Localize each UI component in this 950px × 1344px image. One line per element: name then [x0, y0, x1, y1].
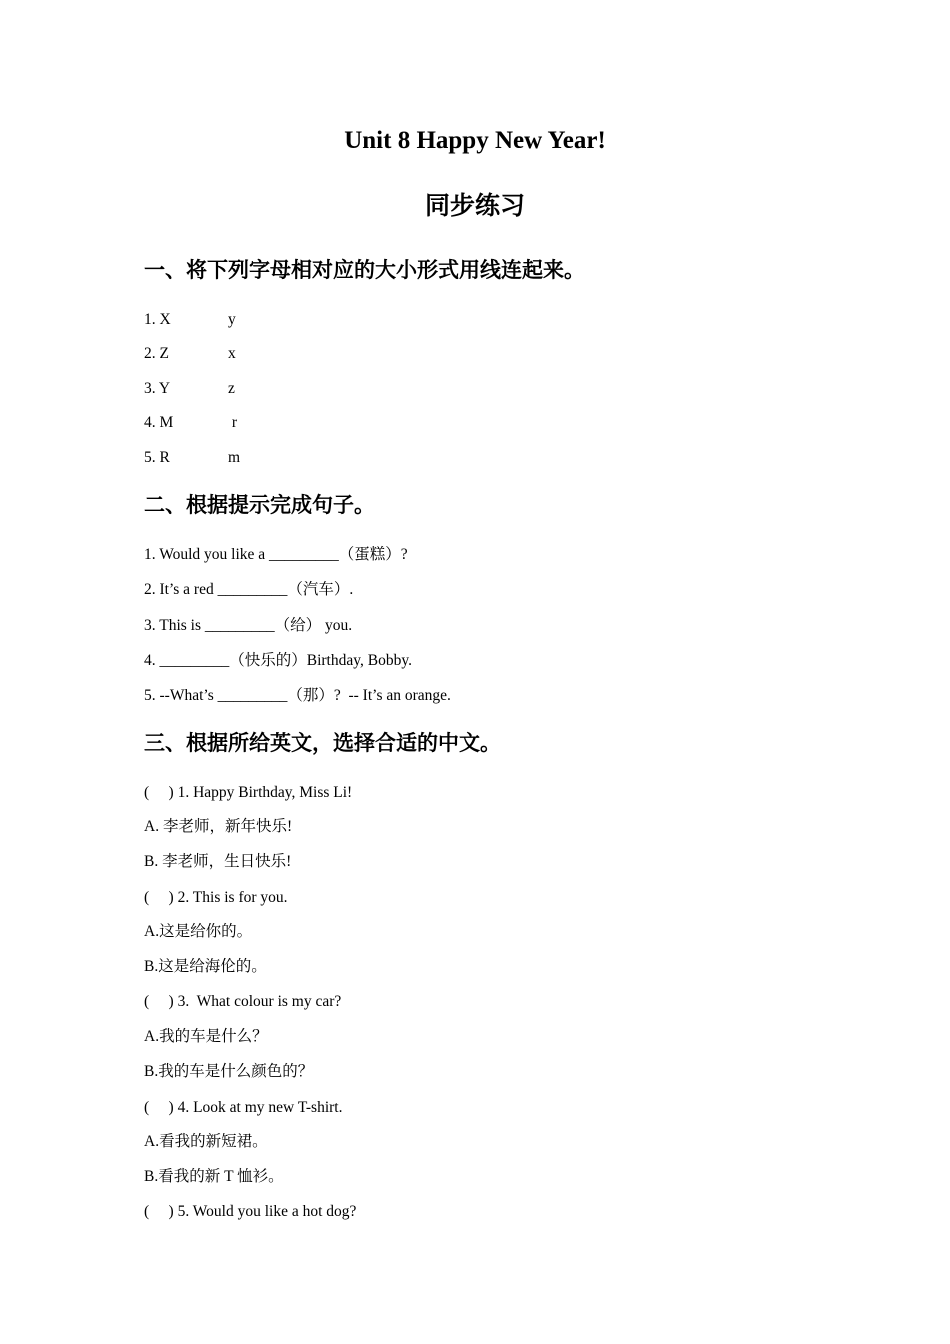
option-line: A.这是给你的。 [144, 923, 253, 940]
lowercase-letter: r [228, 414, 238, 431]
lowercase-letter: y [228, 311, 236, 328]
uppercase-letter: 2. Z [144, 345, 169, 362]
document-subtitle: 同步练习 [424, 191, 525, 220]
uppercase-letter: 5. R [144, 449, 170, 466]
option-line: B.这是给海伦的。 [144, 958, 267, 975]
uppercase-letter: 4. M [144, 414, 174, 431]
lowercase-letter: x [228, 345, 236, 362]
question-line: ( ) 4. Look at my new T-shirt. [144, 1099, 343, 1116]
fill-blank-item: 4. _________（快乐的）Birthday, Bobby. [144, 652, 412, 669]
lowercase-letter: z [228, 380, 235, 397]
lowercase-letter: m [228, 449, 241, 466]
option-line: B.看我的新 T 恤衫。 [144, 1168, 284, 1185]
uppercase-letter: 1. X [144, 311, 171, 328]
option-line: A. 李老师，新年快乐! [144, 818, 293, 835]
option-line: A.我的车是什么？ [144, 1028, 268, 1045]
question-line: ( ) 2. This is for you. [144, 889, 288, 906]
option-line: A.看我的新短裙。 [144, 1133, 268, 1150]
option-line: B. 李老师，生日快乐! [144, 853, 292, 870]
fill-blank-item: 5. --What’s _________（那）? -- It’s an orange. [144, 687, 451, 704]
question-line: ( ) 5. Would you like a hot dog? [144, 1203, 357, 1220]
question-line: ( ) 3. What colour is my car? [144, 993, 342, 1010]
section3-heading: 三、根据所给英文，选择合适的中文。 [144, 731, 501, 755]
uppercase-letter: 3. Y [144, 380, 171, 397]
question-line: ( ) 1. Happy Birthday, Miss Li! [144, 784, 353, 801]
section1-heading: 一、将下列字母相对应的大小形式用线连起来。 [144, 258, 585, 282]
option-line: B.我的车是什么颜色的？ [144, 1063, 314, 1080]
document-title: Unit 8 Happy New Year! [344, 127, 606, 154]
fill-blank-item: 2. It’s a red _________（汽车）. [144, 581, 354, 598]
section2-heading: 二、根据提示完成句子。 [144, 493, 375, 517]
fill-blank-item: 3. This is _________（给） you. [144, 617, 353, 634]
fill-blank-item: 1. Would you like a _________（蛋糕）? [144, 546, 408, 563]
